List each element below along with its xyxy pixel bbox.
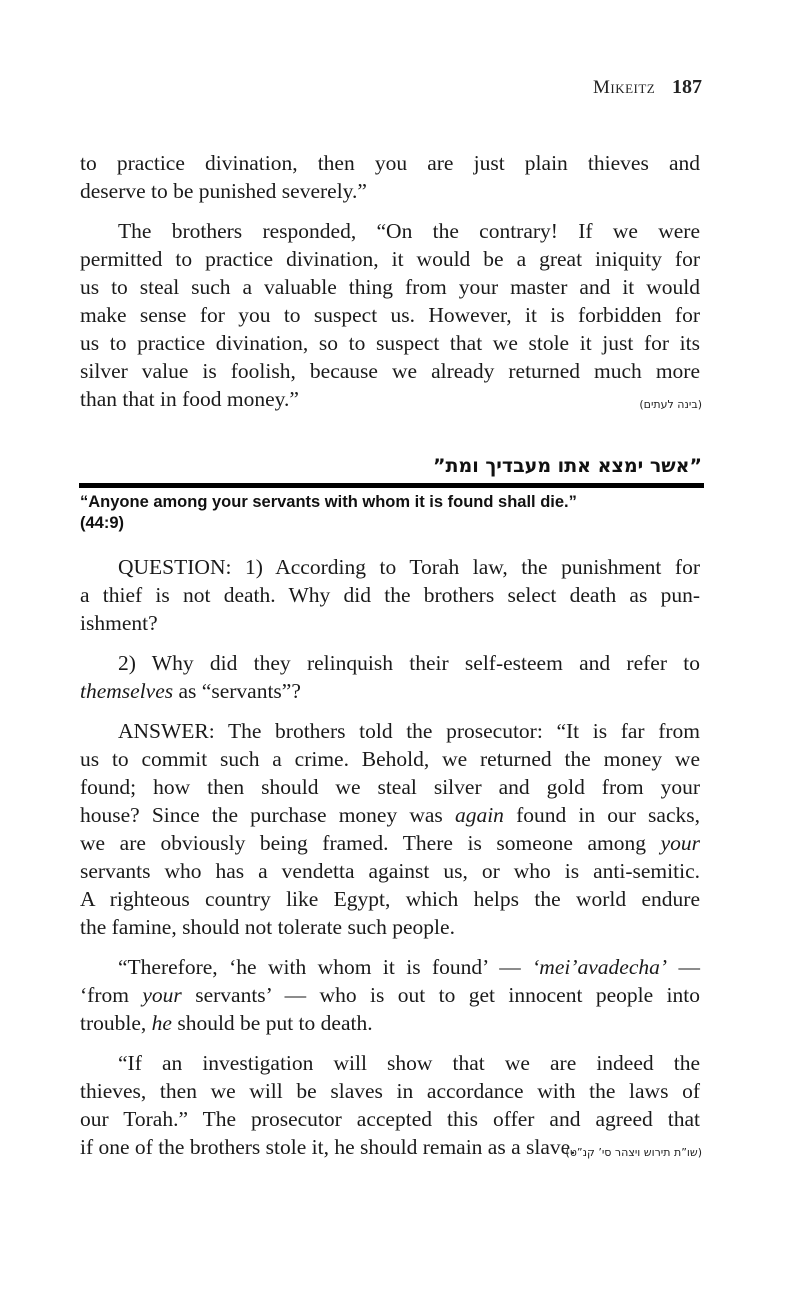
verse-reference: (44:9) xyxy=(80,514,125,532)
paragraph-line: themselves as “servants”? xyxy=(80,679,301,703)
paragraph-line: us to steal such a valuable thing from your master and it would xyxy=(80,275,700,299)
paragraph-line: “Therefore, ‘he with whom it is found’ — ‘mei’avadecha’ — xyxy=(118,955,700,979)
emphasis: again xyxy=(454,803,504,827)
page-number: 187 xyxy=(672,76,702,98)
emphasis: themselves xyxy=(80,679,174,703)
hebrew-verse-heading: ”אשר ימצא אתו מעבדיך ומת” xyxy=(432,455,702,477)
paragraph-line: A righteous country like Egypt, which helps the world endure xyxy=(80,887,700,911)
paragraph-line: ishment? xyxy=(80,611,158,635)
paragraph-line: ‘from your servants’ — who is out to get innocent people into xyxy=(80,983,701,1007)
emphasis: your xyxy=(142,983,182,1007)
paragraph-line: QUESTION: 1) According to Torah law, the punishment for xyxy=(118,555,700,579)
paragraph-line: trouble, he should be put to death. xyxy=(80,1011,373,1035)
running-title: Mikeitz xyxy=(592,77,656,98)
paragraph-line: found; how then should we steal silver and gold from your xyxy=(80,775,700,799)
paragraph-line: servants who has a vendetta against us, or who is anti-semitic. xyxy=(80,859,700,883)
source-citation: (בינה לעתים) xyxy=(639,398,702,411)
paragraph-line: make sense for you to suspect us. However, it is forbidden for xyxy=(80,303,700,327)
emphasis: your xyxy=(660,831,700,855)
paragraph-line: we are obviously being framed. There is someone among your xyxy=(80,831,700,855)
source-citation: (שו”ת תירוש ויצהר סי’ קנ”ט) xyxy=(565,1146,702,1159)
verse-translation: “Anyone among your servants with whom it is found shall die.” xyxy=(80,493,577,511)
paragraph-line: us to practice divination, so to suspect that we stole it just for its xyxy=(80,331,700,355)
paragraph-line: ANSWER: The brothers told the prosecutor: “It is far from xyxy=(118,719,700,743)
emphasis: he xyxy=(151,1011,172,1035)
paragraph-line: silver value is foolish, because we already returned much more xyxy=(80,359,700,383)
paragraph-line: permitted to practice divination, it would be a great iniquity for xyxy=(80,247,700,271)
running-header xyxy=(593,76,702,99)
paragraph-line: 2) Why did they relinquish their self-esteem and refer to xyxy=(118,651,700,675)
paragraph-line: thieves, then we will be slaves in accordance with the laws of xyxy=(80,1079,700,1103)
paragraph-line: our Torah.” The prosecutor accepted this offer and agreed that xyxy=(80,1107,700,1131)
paragraph-line: if one of the brothers stole it, he should remain as a slave. xyxy=(80,1135,576,1159)
paragraph-line: “If an investigation will show that we are indeed the xyxy=(118,1051,700,1075)
paragraph-line: to practice divination, then you are just plain thieves and xyxy=(80,151,700,175)
heading-rule xyxy=(79,483,704,488)
paragraph-line: house? Since the purchase money was again found in our sacks, xyxy=(80,803,700,827)
paragraph-line: The brothers responded, “On the contrary! If we were xyxy=(118,219,700,243)
paragraph-line: than that in food money.” xyxy=(80,387,299,411)
emphasis: ‘mei’avadecha’ xyxy=(532,955,668,979)
paragraph-line: a thief is not death. Why did the brothers select death as pun- xyxy=(80,583,700,607)
paragraph-line: deserve to be punished severely.” xyxy=(80,179,367,203)
paragraph-line: us to commit such a crime. Behold, we returned the money we xyxy=(80,747,700,771)
paragraph-line: the famine, should not tolerate such people. xyxy=(80,915,455,939)
